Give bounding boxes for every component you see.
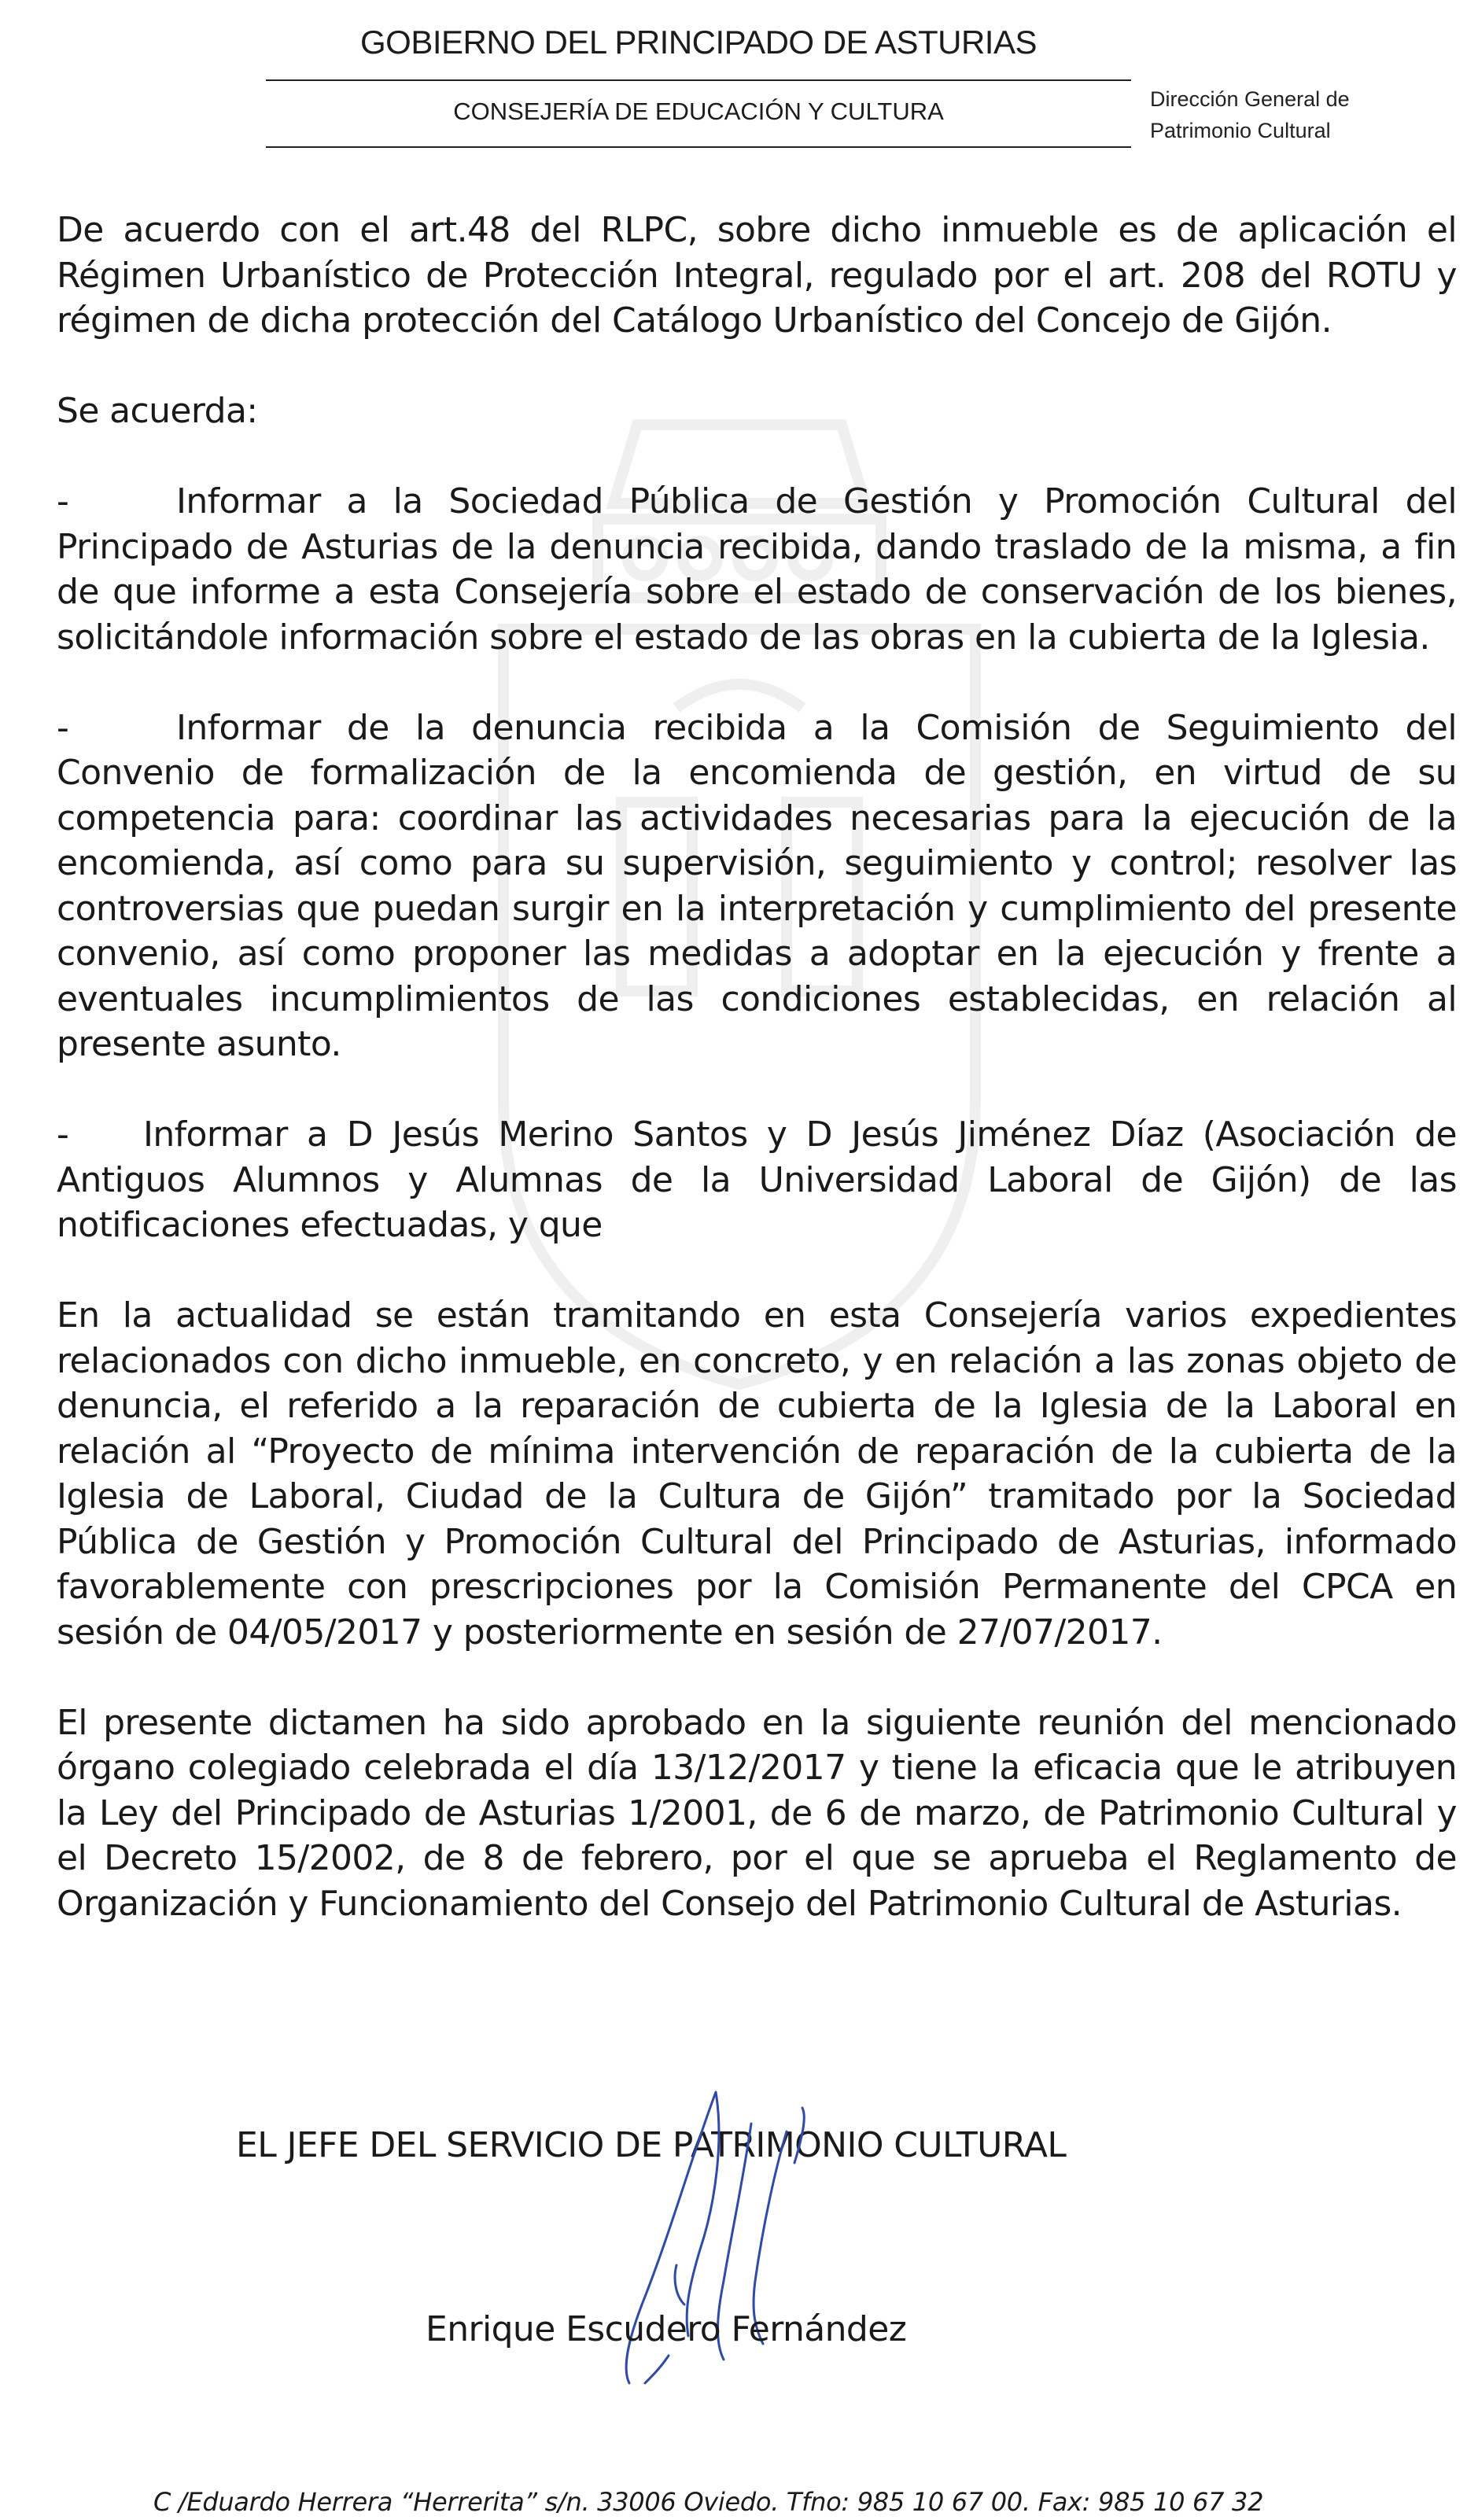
directorate-line-2: Patrimonio Cultural bbox=[1150, 119, 1331, 142]
department-heading: CONSEJERÍA DE EDUCACIÓN Y CULTURA bbox=[453, 98, 944, 125]
bullet-dash: - bbox=[57, 1114, 69, 1155]
bullet-text: Informar a D Jesús Merino Santos y D Jesús Jiménez Díaz (Asociación de Antiguos Alumnos y Alumnas de la Universidad Laboral de Gijón) de las notificaciones efectuadas, y que bbox=[57, 1114, 1457, 1245]
bullet-item-sociedad-publica bbox=[57, 479, 1457, 660]
header-rule-top bbox=[266, 79, 1131, 81]
bullet-item-comision-seguimiento bbox=[57, 706, 1457, 1067]
paragraph-se-acuerda: Se acuerda: bbox=[57, 391, 258, 431]
bullet-item-asociacion bbox=[57, 1112, 1457, 1248]
signatory-name: Enrique Escudero Fernández bbox=[426, 2309, 907, 2349]
footer-address: C /Eduardo Herrera “Herrerita” s/n. 33006 Oviedo. Tfno: 985 10 67 00. Fax: 985 10 67 32 bbox=[153, 2487, 1264, 2517]
directorate-label bbox=[1150, 83, 1350, 146]
document-body bbox=[57, 208, 1457, 1972]
bullet-text: Informar a la Sociedad Pública de Gestión y Promoción Cultural del Principado de Asturias de la denuncia recibida, dando traslado de la misma, a fin de que informe a esta Consejería sobre el estado de conservación de los bienes, solicitándole información sobre el estado de las obras en la cubierta de la Iglesia. bbox=[57, 481, 1457, 658]
bullet-dash: - bbox=[57, 707, 69, 748]
bullet-text: Informar de la denuncia recibida a la Comisión de Seguimiento del Convenio de formalización de la encomienda de gestión, en virtud de su competencia para: coordinar las actividades necesarias para la ejecución de la encomienda, así como para su supervisión, seguimiento y control; resolver las controversias que puedan surgir en la interpretación y cumplimiento del presente convenio, así como proponer las medidas a adoptar en la ejecución y frente a eventuales incumplimientos de las condiciones establecidas, en relación al presente asunto. bbox=[57, 707, 1457, 1064]
paragraph-dictamen: El presente dictamen ha sido aprobado en la siguiente reunión del mencionado órgano colegiado celebrada el día 13/12/2017 y tiene la eficacia que le atribuyen la Ley del Principado de Asturias 1/2001, de 6 de marzo, de Patrimonio Cultural y el Decreto 15/2002, de 8 de febrero, por el que se aprueba el Reglamento de Organización y Funcionamiento del Consejo del Patrimonio Cultural de Asturias. bbox=[57, 1702, 1457, 1924]
header-rule-bottom bbox=[266, 146, 1131, 148]
paragraph-expedientes: En la actualidad se están tramitando en esta Consejería varios expedientes relacionados con dicho inmueble, en concreto, y en relación a las zonas objeto de denuncia, el referido a la reparación de cubierta de la Iglesia de la Laboral en relación al “Proyecto de mínima intervención de reparación de la cubierta de la Iglesia de Laboral, Ciudad de la Cultura de Gijón” tramitado por la Sociedad Pública de Gestión y Promoción Cultural del Principado de Asturias, informado favorablemente con prescripciones por la Comisión Permanente del CPCA en sesión de 04/05/2017 y posteriormente en sesión de 27/07/2017. bbox=[57, 1295, 1457, 1652]
directorate-line-1: Dirección General de bbox=[1150, 87, 1350, 111]
signatory-title: EL JEFE DEL SERVICIO DE PATRIMONIO CULTURAL bbox=[236, 2125, 1067, 2165]
bullet-dash: - bbox=[57, 481, 69, 521]
paragraph-regime: De acuerdo con el art.48 del RLPC, sobre dicho inmueble es de aplicación el Régimen Urbanístico de Protección Integral, regulado por el art. 208 del ROTU y régimen de dicha protección del Catálogo Urbanístico del Concejo de Gijón. bbox=[57, 210, 1457, 341]
government-heading: GOBIERNO DEL PRINCIPADO DE ASTURIAS bbox=[359, 24, 1037, 61]
